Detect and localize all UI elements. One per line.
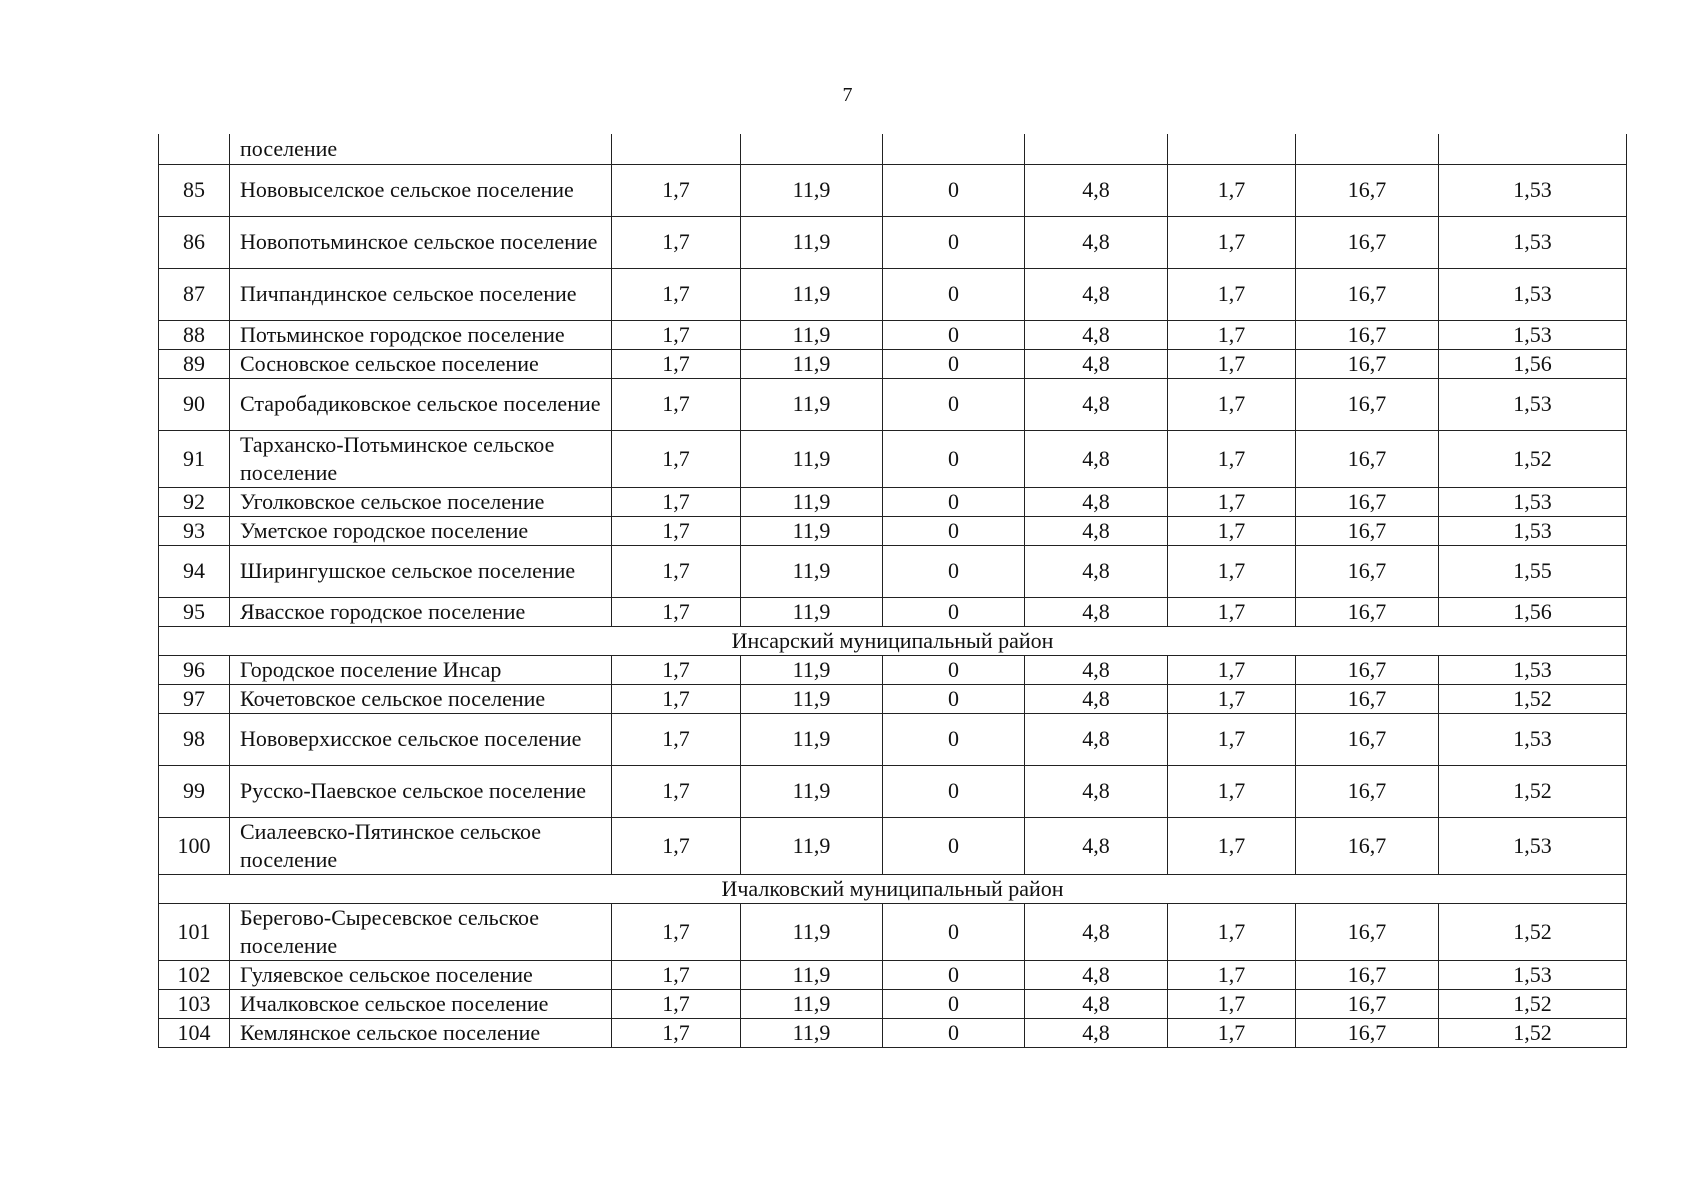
value-cell-v7: 1,53 xyxy=(1439,960,1627,989)
settlement-name-cell: Ширингушское сельское поселение xyxy=(230,545,612,597)
value-cell-v3: 0 xyxy=(883,960,1025,989)
value-cell-v3: 0 xyxy=(883,713,1025,765)
value-cell xyxy=(1296,134,1439,164)
value-cell-v1: 1,7 xyxy=(612,268,741,320)
value-cell-v7: 1,53 xyxy=(1439,268,1627,320)
settlement-name-cell: Ичалковское сельское поселение xyxy=(230,989,612,1018)
value-cell-v6: 16,7 xyxy=(1296,684,1439,713)
row-number-cell: 101 xyxy=(159,903,230,960)
value-cell-v4: 4,8 xyxy=(1025,903,1168,960)
value-cell-v6: 16,7 xyxy=(1296,320,1439,349)
value-cell-v4: 4,8 xyxy=(1025,216,1168,268)
value-cell-v1: 1,7 xyxy=(612,817,741,874)
value-cell-v5: 1,7 xyxy=(1168,1018,1296,1047)
table-row xyxy=(159,597,1627,626)
value-cell-v1: 1,7 xyxy=(612,1018,741,1047)
row-number-cell: 97 xyxy=(159,684,230,713)
value-cell-v7: 1,52 xyxy=(1439,1018,1627,1047)
row-number-cell: 102 xyxy=(159,960,230,989)
table-row xyxy=(159,684,1627,713)
value-cell-v4: 4,8 xyxy=(1025,597,1168,626)
value-cell-v4: 4,8 xyxy=(1025,516,1168,545)
row-number-cell: 96 xyxy=(159,655,230,684)
value-cell-v4: 4,8 xyxy=(1025,765,1168,817)
value-cell-v2: 11,9 xyxy=(741,545,883,597)
value-cell-v2: 11,9 xyxy=(741,817,883,874)
settlement-name-cell: Потьминское городское поселение xyxy=(230,320,612,349)
section-header-row xyxy=(159,626,1627,655)
value-cell-v1: 1,7 xyxy=(612,765,741,817)
value-cell-v2: 11,9 xyxy=(741,516,883,545)
value-cell-v3: 0 xyxy=(883,545,1025,597)
value-cell-v2: 11,9 xyxy=(741,684,883,713)
value-cell-v7: 1,56 xyxy=(1439,349,1627,378)
value-cell-v6: 16,7 xyxy=(1296,989,1439,1018)
row-number-cell: 93 xyxy=(159,516,230,545)
value-cell-v4: 4,8 xyxy=(1025,349,1168,378)
value-cell-v5: 1,7 xyxy=(1168,989,1296,1018)
value-cell-v1: 1,7 xyxy=(612,164,741,216)
settlement-name-cell: Уголковское сельское поселение xyxy=(230,487,612,516)
row-number-cell: 100 xyxy=(159,817,230,874)
value-cell-v4: 4,8 xyxy=(1025,268,1168,320)
value-cell-v6: 16,7 xyxy=(1296,487,1439,516)
settlement-name-cell: Тарханско-Потьминское сельское поселение xyxy=(230,430,612,487)
value-cell-v5: 1,7 xyxy=(1168,817,1296,874)
row-number-cell: 88 xyxy=(159,320,230,349)
value-cell xyxy=(1439,134,1627,164)
table-row xyxy=(159,989,1627,1018)
row-number-cell: 86 xyxy=(159,216,230,268)
value-cell-v2: 11,9 xyxy=(741,903,883,960)
value-cell-v3: 0 xyxy=(883,903,1025,960)
table-row xyxy=(159,713,1627,765)
value-cell xyxy=(612,134,741,164)
value-cell-v4: 4,8 xyxy=(1025,684,1168,713)
value-cell-v6: 16,7 xyxy=(1296,655,1439,684)
section-title: Ичалковский муниципальный район xyxy=(159,874,1627,903)
settlement-name-cell: Уметское городское поселение xyxy=(230,516,612,545)
value-cell-v7: 1,53 xyxy=(1439,216,1627,268)
row-number-cell: 103 xyxy=(159,989,230,1018)
value-cell-v7: 1,53 xyxy=(1439,713,1627,765)
value-cell-v5: 1,7 xyxy=(1168,216,1296,268)
table-row xyxy=(159,487,1627,516)
value-cell-v4: 4,8 xyxy=(1025,487,1168,516)
value-cell-v5: 1,7 xyxy=(1168,960,1296,989)
value-cell-v4: 4,8 xyxy=(1025,989,1168,1018)
value-cell-v2: 11,9 xyxy=(741,1018,883,1047)
value-cell-v1: 1,7 xyxy=(612,516,741,545)
table-row xyxy=(159,545,1627,597)
value-cell-v1: 1,7 xyxy=(612,903,741,960)
table-row xyxy=(159,903,1627,960)
value-cell-v6: 16,7 xyxy=(1296,817,1439,874)
table-row xyxy=(159,765,1627,817)
settlement-name-cell: Старобадиковское сельское поселение xyxy=(230,378,612,430)
value-cell-v6: 16,7 xyxy=(1296,349,1439,378)
value-cell-v1: 1,7 xyxy=(612,597,741,626)
settlement-name-cell: Сосновское сельское поселение xyxy=(230,349,612,378)
value-cell-v2: 11,9 xyxy=(741,216,883,268)
value-cell-v4: 4,8 xyxy=(1025,545,1168,597)
value-cell-v6: 16,7 xyxy=(1296,597,1439,626)
value-cell-v2: 11,9 xyxy=(741,378,883,430)
value-cell-v6: 16,7 xyxy=(1296,545,1439,597)
row-number-cell xyxy=(159,134,230,164)
value-cell-v4: 4,8 xyxy=(1025,430,1168,487)
value-cell xyxy=(1168,134,1296,164)
value-cell-v7: 1,53 xyxy=(1439,487,1627,516)
row-number-cell: 95 xyxy=(159,597,230,626)
value-cell-v2: 11,9 xyxy=(741,713,883,765)
row-number-cell: 92 xyxy=(159,487,230,516)
value-cell-v1: 1,7 xyxy=(612,713,741,765)
value-cell-v7: 1,52 xyxy=(1439,765,1627,817)
table-row xyxy=(159,655,1627,684)
value-cell-v1: 1,7 xyxy=(612,378,741,430)
value-cell-v5: 1,7 xyxy=(1168,516,1296,545)
value-cell-v3: 0 xyxy=(883,268,1025,320)
value-cell-v5: 1,7 xyxy=(1168,545,1296,597)
value-cell-v7: 1,55 xyxy=(1439,545,1627,597)
value-cell-v2: 11,9 xyxy=(741,655,883,684)
table-row-continuation xyxy=(159,134,1627,164)
value-cell-v5: 1,7 xyxy=(1168,684,1296,713)
value-cell-v2: 11,9 xyxy=(741,430,883,487)
settlement-name-cell: Кемлянское сельское поселение xyxy=(230,1018,612,1047)
value-cell-v1: 1,7 xyxy=(612,655,741,684)
value-cell-v3: 0 xyxy=(883,430,1025,487)
row-number-cell: 90 xyxy=(159,378,230,430)
value-cell-v3: 0 xyxy=(883,684,1025,713)
value-cell-v1: 1,7 xyxy=(612,430,741,487)
value-cell-v7: 1,53 xyxy=(1439,320,1627,349)
value-cell-v5: 1,7 xyxy=(1168,713,1296,765)
section-header-row xyxy=(159,874,1627,903)
table-row xyxy=(159,516,1627,545)
value-cell-v4: 4,8 xyxy=(1025,1018,1168,1047)
row-number-cell: 104 xyxy=(159,1018,230,1047)
value-cell-v4: 4,8 xyxy=(1025,655,1168,684)
value-cell-v3: 0 xyxy=(883,989,1025,1018)
section-title: Инсарский муниципальный район xyxy=(159,626,1627,655)
value-cell-v7: 1,53 xyxy=(1439,655,1627,684)
value-cell-v1: 1,7 xyxy=(612,216,741,268)
table-row xyxy=(159,430,1627,487)
value-cell-v3: 0 xyxy=(883,378,1025,430)
value-cell-v6: 16,7 xyxy=(1296,1018,1439,1047)
row-number-cell: 89 xyxy=(159,349,230,378)
table-row xyxy=(159,960,1627,989)
value-cell-v2: 11,9 xyxy=(741,597,883,626)
table-row xyxy=(159,164,1627,216)
row-number-cell: 91 xyxy=(159,430,230,487)
settlement-name-cell: Нововерхисское сельское поселение xyxy=(230,713,612,765)
settlement-name-cell: Нововыселское сельское поселение xyxy=(230,164,612,216)
table-row xyxy=(159,216,1627,268)
value-cell-v4: 4,8 xyxy=(1025,713,1168,765)
row-number-cell: 87 xyxy=(159,268,230,320)
settlement-name-cell: Пичпандинское сельское поселение xyxy=(230,268,612,320)
value-cell-v2: 11,9 xyxy=(741,765,883,817)
value-cell-v1: 1,7 xyxy=(612,684,741,713)
value-cell-v7: 1,53 xyxy=(1439,164,1627,216)
value-cell-v7: 1,53 xyxy=(1439,817,1627,874)
value-cell-v5: 1,7 xyxy=(1168,655,1296,684)
table-row xyxy=(159,817,1627,874)
value-cell-v7: 1,52 xyxy=(1439,903,1627,960)
value-cell-v5: 1,7 xyxy=(1168,268,1296,320)
value-cell-v3: 0 xyxy=(883,655,1025,684)
value-cell-v1: 1,7 xyxy=(612,989,741,1018)
value-cell-v1: 1,7 xyxy=(612,487,741,516)
settlement-name-cell: Сиалеевско-Пятинское сельское поселение xyxy=(230,817,612,874)
value-cell-v4: 4,8 xyxy=(1025,320,1168,349)
value-cell-v7: 1,53 xyxy=(1439,378,1627,430)
value-cell-v7: 1,53 xyxy=(1439,516,1627,545)
row-number-cell: 85 xyxy=(159,164,230,216)
value-cell-v7: 1,56 xyxy=(1439,597,1627,626)
value-cell-v6: 16,7 xyxy=(1296,765,1439,817)
value-cell-v6: 16,7 xyxy=(1296,960,1439,989)
value-cell xyxy=(1025,134,1168,164)
value-cell-v3: 0 xyxy=(883,516,1025,545)
page-number: 7 xyxy=(842,84,853,106)
value-cell-v2: 11,9 xyxy=(741,268,883,320)
value-cell-v2: 11,9 xyxy=(741,989,883,1018)
value-cell-v7: 1,52 xyxy=(1439,989,1627,1018)
value-cell-v6: 16,7 xyxy=(1296,268,1439,320)
value-cell-v2: 11,9 xyxy=(741,164,883,216)
value-cell-v3: 0 xyxy=(883,817,1025,874)
value-cell-v6: 16,7 xyxy=(1296,216,1439,268)
settlement-name-cell: Берегово-Сыресевское сельское поселение xyxy=(230,903,612,960)
value-cell-v3: 0 xyxy=(883,349,1025,378)
value-cell-v1: 1,7 xyxy=(612,349,741,378)
value-cell-v6: 16,7 xyxy=(1296,903,1439,960)
value-cell-v4: 4,8 xyxy=(1025,817,1168,874)
value-cell-v2: 11,9 xyxy=(741,349,883,378)
row-number-cell: 94 xyxy=(159,545,230,597)
value-cell xyxy=(741,134,883,164)
value-cell-v4: 4,8 xyxy=(1025,378,1168,430)
value-cell-v3: 0 xyxy=(883,164,1025,216)
value-cell-v3: 0 xyxy=(883,1018,1025,1047)
value-cell-v6: 16,7 xyxy=(1296,713,1439,765)
settlements-table xyxy=(158,134,1627,1048)
value-cell-v3: 0 xyxy=(883,597,1025,626)
value-cell-v7: 1,52 xyxy=(1439,684,1627,713)
value-cell-v2: 11,9 xyxy=(741,320,883,349)
value-cell-v7: 1,52 xyxy=(1439,430,1627,487)
value-cell-v2: 11,9 xyxy=(741,960,883,989)
table-row xyxy=(159,268,1627,320)
table-row xyxy=(159,320,1627,349)
value-cell-v3: 0 xyxy=(883,216,1025,268)
table-row xyxy=(159,378,1627,430)
value-cell-v3: 0 xyxy=(883,765,1025,817)
settlement-name-cell: Явасское городское поселение xyxy=(230,597,612,626)
value-cell-v5: 1,7 xyxy=(1168,765,1296,817)
value-cell-v5: 1,7 xyxy=(1168,164,1296,216)
settlement-name-cell: Русско-Паевское сельское поселение xyxy=(230,765,612,817)
table-row xyxy=(159,1018,1627,1047)
settlement-name-cell: Гуляевское сельское поселение xyxy=(230,960,612,989)
value-cell-v6: 16,7 xyxy=(1296,164,1439,216)
value-cell-v5: 1,7 xyxy=(1168,597,1296,626)
value-cell-v5: 1,7 xyxy=(1168,378,1296,430)
value-cell-v6: 16,7 xyxy=(1296,378,1439,430)
value-cell-v1: 1,7 xyxy=(612,545,741,597)
value-cell-v5: 1,7 xyxy=(1168,903,1296,960)
settlement-name-cell: Новопотьминское сельское поселение xyxy=(230,216,612,268)
value-cell-v1: 1,7 xyxy=(612,320,741,349)
value-cell-v5: 1,7 xyxy=(1168,320,1296,349)
value-cell-v3: 0 xyxy=(883,320,1025,349)
value-cell-v5: 1,7 xyxy=(1168,430,1296,487)
value-cell-v5: 1,7 xyxy=(1168,349,1296,378)
value-cell-v1: 1,7 xyxy=(612,960,741,989)
value-cell-v4: 4,8 xyxy=(1025,960,1168,989)
row-number-cell: 98 xyxy=(159,713,230,765)
value-cell-v6: 16,7 xyxy=(1296,516,1439,545)
table-row xyxy=(159,349,1627,378)
value-cell xyxy=(883,134,1025,164)
row-number-cell: 99 xyxy=(159,765,230,817)
value-cell-v5: 1,7 xyxy=(1168,487,1296,516)
settlement-name-cell: Городское поселение Инсар xyxy=(230,655,612,684)
value-cell-v2: 11,9 xyxy=(741,487,883,516)
value-cell-v4: 4,8 xyxy=(1025,164,1168,216)
value-cell-v3: 0 xyxy=(883,487,1025,516)
settlement-name-cell: поселение xyxy=(230,134,612,164)
settlement-name-cell: Кочетовское сельское поселение xyxy=(230,684,612,713)
value-cell-v6: 16,7 xyxy=(1296,430,1439,487)
